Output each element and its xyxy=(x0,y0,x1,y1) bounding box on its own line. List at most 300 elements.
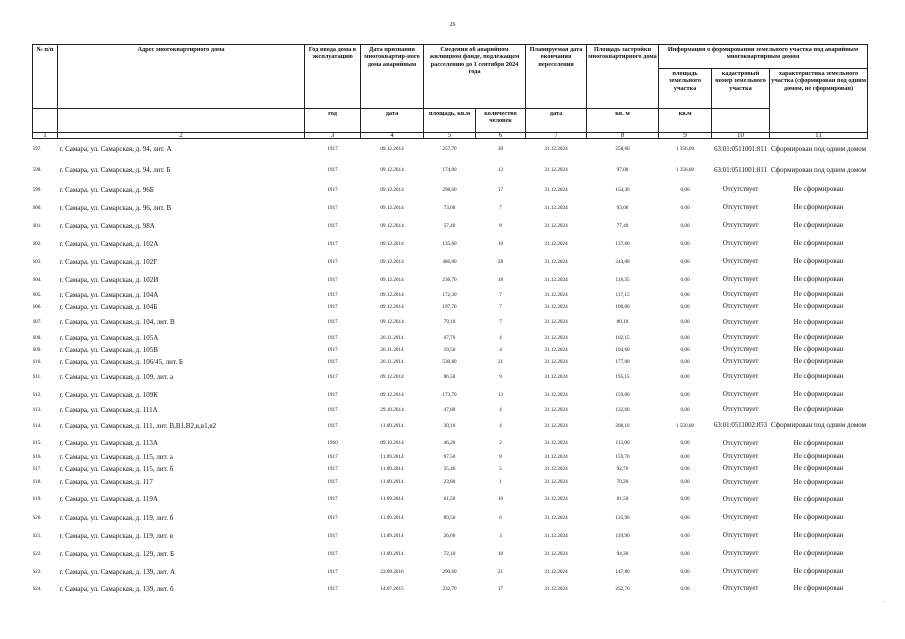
row-emergency-date: 09.12.2014 xyxy=(380,240,404,247)
row-resettle-area: 30,10 xyxy=(443,422,456,429)
row-number: 608. xyxy=(32,334,42,341)
row-number: 617. xyxy=(32,465,42,472)
row-number: 598. xyxy=(32,167,42,173)
row-land-status: Не сформирован xyxy=(793,494,844,503)
row-people-count: 9 xyxy=(499,373,502,380)
row-address: г. Самара, ул. Самарская, д. 115, лит. а xyxy=(59,452,173,461)
row-address: г. Самара, ул. Самарская, д. 119, лит. б xyxy=(59,513,174,522)
row-people-count: 1 xyxy=(499,479,502,485)
row-year-built: 1917 xyxy=(327,186,338,193)
row-address: г. Самара, ул. Самарская, д. 129, лит. Б xyxy=(59,549,174,558)
unit-build-area: кв. м xyxy=(587,109,659,133)
row-emergency-date: 11.09.2014 xyxy=(380,496,404,502)
row-planned-date: 31.12.2024 xyxy=(544,479,568,485)
row-planned-date: 31.12.2024 xyxy=(544,514,568,521)
table-row xyxy=(33,139,868,160)
row-people-count: 7 xyxy=(499,303,502,310)
row-number: 599. xyxy=(32,186,42,193)
row-land-status: Не сформирован xyxy=(793,477,844,486)
row-land-status: Не сформирован xyxy=(793,345,844,353)
table-row xyxy=(33,527,868,545)
row-land-area: 1 550,00 xyxy=(675,422,695,429)
unit-plan-date: дата xyxy=(526,109,587,133)
row-resettle-area: 89,50 xyxy=(443,514,456,521)
row-resettle-area: 174,00 xyxy=(442,167,457,173)
row-resettle-area: 290,60 xyxy=(442,568,457,575)
row-address: г. Самара, ул. Самарская, д. 117 xyxy=(59,478,153,486)
row-planned-date: 31.12.2024 xyxy=(544,222,568,229)
row-building-area: 135,90 xyxy=(615,514,630,521)
row-emergency-date: 09.12.2014 xyxy=(380,204,404,211)
row-resettle-area: 57,40 xyxy=(443,222,456,229)
row-year-built: 1917 xyxy=(327,334,338,341)
row-planned-date: 31.12.2024 xyxy=(544,276,568,283)
col-num-9: 9 xyxy=(659,133,712,139)
table-row xyxy=(33,490,868,509)
row-resettle-area: 530,80 xyxy=(442,358,457,365)
row-land-area: 0,00 xyxy=(680,276,690,283)
row-emergency-date: 09.12.2014 xyxy=(380,276,404,283)
row-address: г. Самара, ул. Самарская, д. 115, лит. б xyxy=(59,464,174,473)
header-land-area: площадь земельного участка xyxy=(659,69,712,109)
row-year-built: 1917 xyxy=(327,568,338,575)
col-num-3: 3 xyxy=(305,133,361,139)
row-building-area: 81,50 xyxy=(616,496,629,502)
row-address: г. Самара, ул. Самарская, д. 109К xyxy=(59,390,158,399)
row-emergency-date: 09.12.2014 xyxy=(380,373,404,380)
table-row xyxy=(33,451,868,463)
row-emergency-date: 26.11.2014 xyxy=(380,346,404,353)
col-num-7: 7 xyxy=(526,133,587,139)
row-people-count: 17 xyxy=(497,186,504,193)
row-address: г. Самара, ул. Самарская, д. 109, лит. а xyxy=(59,372,174,381)
row-emergency-date: 11.09.2014 xyxy=(380,479,404,485)
row-emergency-date: 09.12.2014 xyxy=(380,391,404,398)
unit-empty-10 xyxy=(712,109,770,133)
table-row xyxy=(33,332,868,344)
scan-mark: · xyxy=(883,600,885,606)
row-building-area: 147,80 xyxy=(615,568,630,575)
row-emergency-date: 09.12.2014 xyxy=(380,258,404,265)
row-people-count: 17 xyxy=(497,585,504,592)
row-land-area: 0,00 xyxy=(680,186,690,193)
row-planned-date: 31.12.2024 xyxy=(544,186,568,193)
row-building-area: 104,60 xyxy=(615,346,630,353)
row-planned-date: 31.12.2024 xyxy=(544,453,568,460)
row-building-area: 244,00 xyxy=(615,258,630,265)
row-year-built: 1917 xyxy=(327,514,338,521)
row-year-built: 1917 xyxy=(327,222,338,229)
row-cadastral-number: Отсутствует xyxy=(722,532,759,539)
row-people-count: 8 xyxy=(499,453,502,460)
row-building-area: 177,00 xyxy=(615,358,630,365)
row-year-built: 1960 xyxy=(327,440,338,446)
row-number: 605. xyxy=(32,291,42,298)
row-resettle-area: 25,40 xyxy=(443,465,456,472)
row-land-area: 0,00 xyxy=(680,532,690,539)
row-building-area: 195,15 xyxy=(615,373,630,380)
row-land-area: 0,00 xyxy=(680,585,690,592)
row-land-status: Не сформирован xyxy=(793,513,844,521)
row-resettle-area: 47,80 xyxy=(443,406,456,413)
row-number: 619. xyxy=(32,496,42,502)
row-land-area: 1 356,00 xyxy=(675,167,695,173)
row-land-status: Не сформирован xyxy=(793,584,844,592)
row-emergency-date: 09.12.2014 xyxy=(380,167,404,173)
row-people-count: 31 xyxy=(497,358,504,365)
row-land-area: 0,00 xyxy=(680,204,690,211)
row-people-count: 4 xyxy=(499,334,502,341)
row-building-area: 252,70 xyxy=(615,585,630,592)
row-building-area: 208,10 xyxy=(615,422,630,429)
row-address: г. Самара, ул. Самарская, д. 94, лит. Б xyxy=(59,166,171,174)
row-land-status: Не сформирован xyxy=(793,239,844,247)
row-land-status: Не сформирован xyxy=(793,203,844,211)
row-number: 602. xyxy=(32,240,42,247)
row-building-area: 100,00 xyxy=(615,303,630,310)
table-row xyxy=(33,313,868,332)
row-cadastral-number: Отсутствует xyxy=(722,291,759,298)
row-planned-date: 31.12.2024 xyxy=(544,240,568,247)
row-address: г. Самара, ул. Самарская, д. 98А xyxy=(59,221,155,230)
row-emergency-date: 09.12.2014 xyxy=(380,146,404,153)
row-number: 600. xyxy=(32,204,42,211)
row-number: 607. xyxy=(32,319,42,325)
row-people-count: 2 xyxy=(499,440,502,446)
header-land-characteristic: характеристика земельного участка (сформирован под одним домом, не сформирован) xyxy=(770,69,868,133)
row-cadastral-number: Отсутствует xyxy=(722,495,759,503)
row-people-count: 10 xyxy=(497,240,504,247)
row-address: г. Самара, ул. Самарская, д. 106/45, лит. Б xyxy=(59,357,183,366)
row-resettle-area: 67,70 xyxy=(443,334,456,341)
row-planned-date: 31.12.2024 xyxy=(544,146,568,153)
row-building-area: 159,00 xyxy=(615,391,630,398)
row-emergency-date: 11.09.2014 xyxy=(380,422,404,429)
row-land-status: Сформирован под одним домом xyxy=(770,165,867,174)
row-emergency-date: 09.12.2014 xyxy=(380,222,404,229)
row-cadastral-number: Отсутствует xyxy=(722,276,759,283)
row-cadastral-number: Отсутствует xyxy=(722,550,759,557)
row-number: 623. xyxy=(32,568,42,575)
table-row xyxy=(33,199,868,217)
row-cadastral-number: Отсутствует xyxy=(722,303,759,310)
row-year-built: 1917 xyxy=(327,319,338,325)
row-planned-date: 31.12.2024 xyxy=(544,496,568,502)
row-emergency-date: 29.10.2014 xyxy=(380,406,404,413)
row-cadastral-number: Отсутствует xyxy=(722,453,759,460)
row-address: г. Самара, ул. Самарская, д. 104А xyxy=(59,290,159,299)
row-resettle-area: 79,10 xyxy=(443,319,456,325)
row-emergency-date: 09.12.2014 xyxy=(380,186,404,193)
row-land-area: 0,00 xyxy=(680,222,690,229)
row-land-status: Не сформирован xyxy=(793,464,844,472)
row-planned-date: 31.12.2024 xyxy=(544,373,568,380)
row-land-area: 0,00 xyxy=(680,346,690,353)
row-number: 601. xyxy=(32,222,42,229)
row-address: г. Самара, ул. Самарская, д. 139, лит. б xyxy=(59,584,174,593)
row-year-built: 1917 xyxy=(327,146,338,153)
row-year-built: 1917 xyxy=(327,258,338,265)
row-land-area: 0,00 xyxy=(680,465,690,472)
row-address: г. Самара, ул. Самарская, д. 96Б xyxy=(59,185,154,194)
row-cadastral-number: Отсутствует xyxy=(722,358,759,365)
row-cadastral-number: Отсутствует xyxy=(722,186,759,193)
row-people-count: 18 xyxy=(497,276,504,283)
row-resettle-area: 72,10 xyxy=(443,550,456,557)
row-building-area: 113,00 xyxy=(615,440,630,446)
row-cadastral-number: Отсутствует xyxy=(722,346,759,353)
table-row xyxy=(33,356,868,368)
row-land-status: Не сформирован xyxy=(793,257,844,265)
col-num-8: 8 xyxy=(587,133,659,139)
row-land-area: 0,00 xyxy=(680,550,690,557)
row-cadastral-number: 63:01:0511001:811 xyxy=(714,145,767,153)
row-cadastral-number: Отсутствует xyxy=(722,478,759,486)
row-resettle-area: 26,60 xyxy=(443,532,456,539)
row-year-built: 1917 xyxy=(327,465,338,472)
header-cadastral-number: кадастровый номер земельного участка xyxy=(712,69,770,109)
unit-people: количество человек xyxy=(476,109,526,133)
row-number: 610. xyxy=(32,358,42,365)
row-number: 609. xyxy=(32,346,42,353)
row-building-area: 117,15 xyxy=(615,291,630,298)
row-year-built: 1917 xyxy=(327,167,338,173)
row-emergency-date: 26.11.2014 xyxy=(380,358,404,365)
row-number: 604. xyxy=(32,276,42,283)
row-people-count: 7 xyxy=(499,204,502,211)
row-planned-date: 31.12.2024 xyxy=(544,532,568,539)
row-resettle-area: 61,50 xyxy=(443,496,456,502)
row-year-built: 1917 xyxy=(327,291,338,298)
table-row xyxy=(33,416,868,436)
row-planned-date: 31.12.2024 xyxy=(544,358,568,365)
row-people-count: 7 xyxy=(499,319,502,325)
row-land-area: 0,00 xyxy=(680,453,690,460)
row-cadastral-number: 63:01:0511001:811 xyxy=(714,166,767,174)
row-people-count: 7 xyxy=(499,291,502,298)
row-year-built: 1917 xyxy=(327,422,338,429)
row-land-area: 1 356,00 xyxy=(675,146,695,153)
row-year-built: 1917 xyxy=(327,479,338,485)
row-land-status: Не сформирован xyxy=(793,317,844,326)
row-cadastral-number: Отсутствует xyxy=(722,222,759,229)
row-resettle-area: 135,60 xyxy=(442,240,457,247)
row-year-built: 1917 xyxy=(327,240,338,247)
row-planned-date: 31.12.2024 xyxy=(544,550,568,557)
row-resettle-area: 236,70 xyxy=(442,276,457,283)
row-people-count: 6 xyxy=(499,514,502,521)
row-planned-date: 31.12.2024 xyxy=(544,422,568,429)
row-land-area: 0,00 xyxy=(680,373,690,380)
row-building-area: 159,70 xyxy=(615,453,630,460)
row-land-area: 0,00 xyxy=(680,303,690,310)
row-address: г. Самара, ул. Самарская, д. 104, лит. В xyxy=(59,318,175,326)
row-number: 606. xyxy=(32,303,42,310)
row-emergency-date: 14.07.2015 xyxy=(380,585,404,592)
row-emergency-date: 09.10.2014 xyxy=(380,440,404,446)
row-emergency-date: 09.12.2014 xyxy=(380,319,404,325)
row-land-area: 0,00 xyxy=(680,440,690,446)
row-planned-date: 31.12.2024 xyxy=(544,334,568,341)
row-address: г. Самара, ул. Самарская, д. 102Г xyxy=(59,257,158,266)
row-year-built: 1917 xyxy=(327,453,338,460)
row-number: 624. xyxy=(32,585,42,592)
table-row xyxy=(33,404,868,416)
row-emergency-date: 09.12.2014 xyxy=(380,303,404,310)
row-year-built: 1917 xyxy=(327,406,338,413)
row-number: 615. xyxy=(32,440,42,446)
row-number: 614. xyxy=(32,422,42,429)
row-building-area: 118,35 xyxy=(615,276,630,283)
row-cadastral-number: Отсутствует xyxy=(722,514,759,521)
row-number: 613. xyxy=(32,406,42,413)
row-land-status: Не сформирован xyxy=(793,302,844,310)
unit-date: дата xyxy=(361,109,424,133)
table-header xyxy=(33,45,868,139)
row-planned-date: 31.12.2024 xyxy=(544,391,568,398)
unit-year: год xyxy=(305,109,361,133)
unit-area: площадь, кв.м xyxy=(424,109,476,133)
row-year-built: 1917 xyxy=(327,204,338,211)
row-land-area: 0,00 xyxy=(680,568,690,575)
row-year-built: 1917 xyxy=(327,303,338,310)
row-resettle-area: 46,20 xyxy=(443,440,456,446)
row-land-area: 0,00 xyxy=(680,334,690,341)
col-num-10: 10 xyxy=(712,133,770,139)
row-cadastral-number: Отсутствует xyxy=(722,334,759,341)
row-resettle-area: 73,00 xyxy=(443,204,456,211)
row-people-count: 10 xyxy=(497,496,504,502)
table-row xyxy=(33,475,868,490)
row-planned-date: 31.12.2024 xyxy=(544,258,568,265)
row-address: г. Самара, ул. Самарская, д. 119, лит. в xyxy=(59,531,174,540)
row-building-area: 102,15 xyxy=(615,334,630,341)
row-address: г. Самара, ул. Самарская, д. 105В xyxy=(59,345,158,354)
row-building-area: 77,40 xyxy=(616,222,629,229)
row-emergency-date: 09.12.2014 xyxy=(380,291,404,298)
row-people-count: 3 xyxy=(499,532,502,539)
row-address: г. Самара, ул. Самарская, д. 102А xyxy=(59,239,159,248)
row-cadastral-number: Отсутствует xyxy=(722,406,759,413)
row-building-area: 97,00 xyxy=(616,167,629,173)
table-row xyxy=(33,301,868,313)
row-year-built: 1917 xyxy=(327,346,338,353)
row-resettle-area: 86,50 xyxy=(443,373,456,380)
row-planned-date: 31.12.2024 xyxy=(544,319,568,325)
row-building-area: 93,00 xyxy=(616,204,629,211)
row-number: 597. xyxy=(32,146,42,153)
row-emergency-date: 11.09.2014 xyxy=(380,514,404,521)
row-resettle-area: 232,70 xyxy=(442,585,457,592)
row-emergency-date: 11.09.2014 xyxy=(380,453,404,460)
row-land-area: 0,00 xyxy=(680,479,690,485)
row-planned-date: 31.12.2024 xyxy=(544,568,568,575)
row-address: г. Самара, ул. Самарская, д. 119А xyxy=(59,495,158,503)
row-people-count: 4 xyxy=(499,422,502,429)
unit-land-area: кв.м xyxy=(659,109,712,133)
row-cadastral-number: Отсутствует xyxy=(722,240,759,247)
table-row xyxy=(33,436,868,451)
row-land-status: Не сформирован xyxy=(793,185,844,193)
row-address: г. Самара, ул. Самарская, д. 111А xyxy=(59,405,158,414)
row-number: 603. xyxy=(32,258,42,265)
row-planned-date: 31.12.2024 xyxy=(544,406,568,413)
row-resettle-area: 197,70 xyxy=(442,303,457,310)
row-people-count: 5 xyxy=(499,465,502,472)
row-building-area: 94,30 xyxy=(616,550,629,557)
unit-empty-2 xyxy=(58,109,305,133)
table-row xyxy=(33,545,868,563)
col-num-11: 11 xyxy=(770,133,868,139)
row-land-status: Сформирован под одним домом xyxy=(770,144,867,153)
col-num-5: 5 xyxy=(424,133,476,139)
row-number: 622. xyxy=(32,550,42,557)
row-land-status: Не сформирован xyxy=(793,221,844,229)
row-land-status: Не сформирован xyxy=(793,452,844,460)
row-land-status: Не сформирован xyxy=(793,357,844,365)
row-year-built: 1917 xyxy=(327,496,338,502)
row-people-count: 13 xyxy=(497,391,504,398)
row-cadastral-number: Отсутствует xyxy=(722,568,759,575)
table-row xyxy=(33,386,868,404)
row-planned-date: 31.12.2024 xyxy=(544,440,568,446)
table-row xyxy=(33,344,868,356)
row-year-built: 1917 xyxy=(327,373,338,380)
table-row xyxy=(33,509,868,527)
table-row xyxy=(33,271,868,289)
row-resettle-area: 257,70 xyxy=(442,146,457,153)
header-emergency-date: Дата признания многоквартир-ного дома аварийным xyxy=(361,45,424,109)
row-building-area: 258,60 xyxy=(615,146,630,153)
row-address: г. Самара, ул. Самарская, д. 139, лит. А xyxy=(59,567,176,576)
row-cadastral-number: Отсутствует xyxy=(722,391,759,398)
row-land-status: Не сформирован xyxy=(793,290,844,298)
header-year-built: Год ввода дома в эксплуатацию xyxy=(305,45,361,109)
table-row xyxy=(33,463,868,475)
col-num-6: 6 xyxy=(476,133,526,139)
row-planned-date: 31.12.2024 xyxy=(544,465,568,472)
row-cadastral-number: Отсутствует xyxy=(722,373,759,380)
row-planned-date: 31.12.2024 xyxy=(544,303,568,310)
row-resettle-area: 19,50 xyxy=(443,346,456,353)
row-land-area: 0,00 xyxy=(680,406,690,413)
row-land-area: 0,00 xyxy=(680,358,690,365)
table-row xyxy=(33,181,868,199)
row-building-area: 137,60 xyxy=(615,240,630,247)
row-cadastral-number: Отсутствует xyxy=(722,318,759,326)
row-people-count: 21 xyxy=(497,568,504,575)
row-address: г. Самара, ул. Самарская, д. 96, лит. В xyxy=(59,203,172,212)
col-num-1: 1 xyxy=(33,133,58,139)
row-emergency-date: 23.09.2016 xyxy=(380,568,404,575)
row-resettle-area: 298,60 xyxy=(442,186,457,193)
row-number: 612. xyxy=(32,391,42,398)
row-land-area: 0,00 xyxy=(680,240,690,247)
header-address: Адрес многоквартирного дома xyxy=(58,45,305,109)
row-number: 618. xyxy=(32,479,42,485)
row-land-status: Не сформирован xyxy=(793,390,844,398)
row-land-status: Не сформирован xyxy=(793,567,844,575)
row-building-area: 119,90 xyxy=(615,532,630,539)
row-emergency-date: 11.09.2014 xyxy=(380,465,404,472)
row-emergency-date: 26.11.2014 xyxy=(380,334,404,341)
row-building-area: 92,70 xyxy=(616,465,629,472)
row-land-area: 0,00 xyxy=(680,291,690,298)
row-building-area: 70,20 xyxy=(616,479,629,485)
row-land-status: Не сформирован xyxy=(793,405,844,413)
row-planned-date: 31.12.2024 xyxy=(544,167,568,173)
table-row xyxy=(33,581,868,597)
